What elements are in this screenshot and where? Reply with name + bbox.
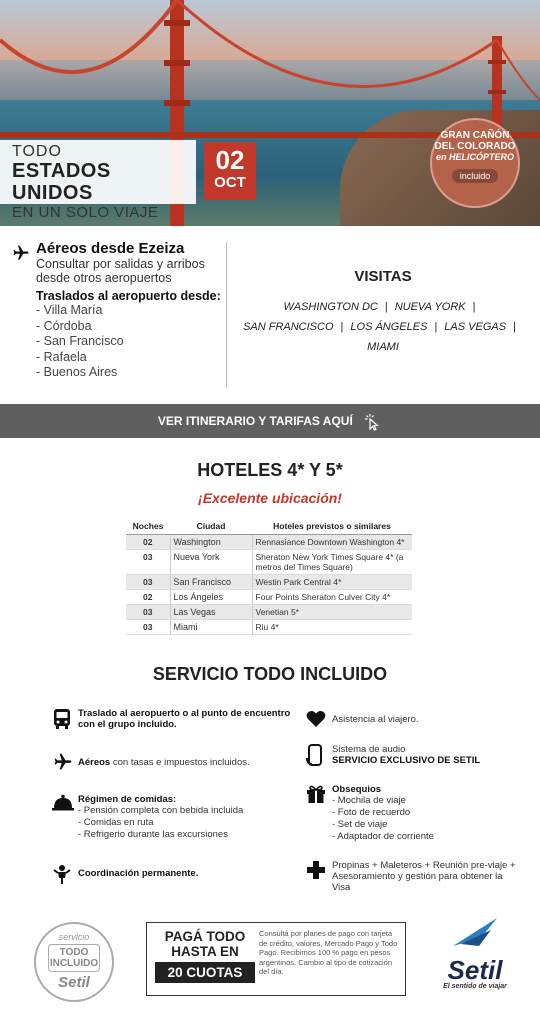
hero-banner — [0, 0, 540, 226]
table-row — [126, 590, 412, 605]
payment-box — [146, 922, 406, 996]
click-cursor-icon — [364, 413, 382, 431]
visit-city: NUEVA YORK — [394, 301, 466, 313]
title-box — [0, 140, 196, 221]
hotel-cell: Sheraton New York Times Square 4* (a metros del Times Square) — [252, 550, 412, 575]
city-cell: Los Ángeles — [170, 590, 252, 605]
list-item: - San Francisco — [36, 334, 124, 348]
visits-section — [236, 268, 530, 357]
service-gifts — [306, 784, 526, 843]
logo-name: Setil — [447, 955, 503, 985]
hotels-subtitle: ¡Excelente ubicación! — [198, 490, 342, 506]
transfers-heading: Traslados al aeropuerto desde: — [36, 289, 221, 303]
hotel-cell: Westin Park Central 4* — [252, 575, 412, 590]
itinerary-link-button[interactable] — [0, 404, 540, 438]
column-header: Ciudad — [170, 518, 252, 535]
badge-line-2: DEL COLORADO — [434, 141, 516, 152]
logo-tagline: El sentido de viajar — [443, 983, 507, 990]
nights-cell: 02 — [126, 535, 170, 550]
column-header: Noches — [126, 518, 170, 535]
nights-cell: 03 — [126, 620, 170, 635]
seal-middle-text: TODO INCLUIDO — [48, 944, 100, 972]
audio-device-icon — [306, 744, 324, 768]
seal-brand-text: Setil — [58, 974, 90, 991]
payment-headline — [155, 929, 255, 983]
list-item: - Pensión completa con bebida incluida — [78, 805, 244, 816]
city-cell: Washington — [170, 535, 252, 550]
payment-installments: 20 CUOTAS — [155, 962, 255, 983]
table-row — [126, 550, 412, 575]
divider — [226, 242, 227, 388]
service-gifts-heading: Obsequios — [332, 784, 382, 795]
table-row — [126, 605, 412, 620]
plus-icon — [306, 860, 326, 880]
visits-city-list: WASHINGTON DC | NUEVA YORK | SAN FRANCISCO | LOS ÁNGELES | LAS VEGAS | MIAMI — [243, 301, 516, 353]
airplane-icon — [52, 752, 74, 772]
airplane-icon — [12, 244, 30, 262]
service-coordination-text: Coordinación permanente. — [78, 868, 199, 879]
service-meals-heading: Régimen de comidas: — [78, 794, 177, 805]
flight-info — [12, 240, 222, 381]
heart-icon — [306, 710, 326, 728]
service-extras-text: Propinas + Maleteros + Reunión pre-viaje + Asesoramiento y gestión para obtener la Visa — [332, 860, 516, 893]
payment-note: Consultá por planes de pago con tarjeta de crédito, valores, Mercado Pago y Todo Pago. Recibimos 100 % pago en pesos argentinos. Cambio al tipo de cotización del día. — [259, 929, 398, 976]
service-coordination — [52, 864, 292, 879]
hotel-cell: Four Points Sheraton Culver City 4* — [252, 590, 412, 605]
list-item: - Set de viaje — [332, 819, 388, 830]
hotels-title: HOTELES 4* Y 5* — [197, 460, 343, 480]
hotel-cell: Riu 4* — [252, 620, 412, 635]
list-item: - Buenos Aires — [36, 365, 118, 379]
badge-included-tag: incluido — [452, 169, 499, 183]
list-item: - Comidas en ruta — [78, 817, 154, 828]
visit-city: MIAMI — [367, 341, 399, 353]
visit-city: LAS VEGAS — [444, 321, 507, 333]
service-title: SERVICIO TODO INCLUIDO — [152, 664, 388, 684]
nights-cell: 03 — [126, 550, 170, 575]
hotel-cell: Rennasiance Downtown Washington 4* — [252, 535, 412, 550]
list-item: - Mochila de viaje — [332, 795, 406, 806]
transfer-city-list — [36, 303, 222, 381]
table-header-row — [126, 518, 412, 535]
service-meals — [52, 794, 292, 841]
nights-cell: 03 — [126, 605, 170, 620]
service-flights-text: con tasas e impuestos incluidos. — [110, 757, 250, 768]
visit-city: SAN FRANCISCO — [243, 321, 334, 333]
service-transfer — [52, 708, 292, 730]
list-item: - Córdoba — [36, 318, 92, 333]
column-header: Hoteles previstos o similares — [252, 518, 412, 535]
table-row — [126, 535, 412, 550]
title-line-3: EN UN SOLO VIAJE — [12, 204, 159, 221]
table-row — [126, 575, 412, 590]
meals-list — [78, 805, 292, 841]
gifts-list — [332, 795, 526, 843]
bus-icon — [52, 708, 72, 730]
flight-subtext: Consultar por salidas y arribos desde otros aeropuertos — [36, 257, 205, 285]
seal-top-text: servicio — [58, 932, 90, 942]
guide-person-icon — [52, 864, 72, 884]
hotel-cell: Venetian 5* — [252, 605, 412, 620]
list-item: - Adaptador de corriente — [332, 831, 434, 842]
list-item: - Foto de recuerdo — [332, 807, 411, 818]
setil-logo — [420, 916, 530, 990]
date-day: 02 — [215, 145, 245, 175]
city-cell: Las Vegas — [170, 605, 252, 620]
flight-heading: Aéreos desde Ezeiza — [36, 240, 185, 257]
nights-cell: 03 — [126, 575, 170, 590]
all-inclusive-seal — [34, 922, 114, 1002]
service-audio-line1: Sistema de audio — [332, 744, 406, 755]
gift-icon — [306, 784, 326, 804]
city-cell: San Francisco — [170, 575, 252, 590]
service-assistance-text: Asistencia al viajero. — [332, 714, 419, 725]
grand-canyon-badge — [430, 118, 520, 208]
date-month: OCT — [214, 174, 246, 191]
service-flights — [52, 752, 292, 768]
hotels-table — [126, 518, 412, 635]
itinerary-link-label: VER ITINERARIO Y TARIFAS AQUÍ — [157, 414, 353, 428]
service-transfer-text: Traslado al aeropuerto o al punto de encuentro con el grupo incluido. — [78, 708, 291, 730]
visit-city: LOS ÁNGELES — [350, 321, 428, 333]
service-audio — [306, 744, 526, 766]
service-assistance — [306, 710, 526, 725]
list-item: - Villa María — [36, 303, 103, 317]
service-audio-line2: SERVICIO EXCLUSIVO DE SETIL — [332, 755, 481, 766]
payment-line1: PAGÁ TODO — [164, 929, 246, 944]
visits-heading: VISITAS — [354, 268, 412, 285]
visit-city: WASHINGTON DC — [283, 301, 378, 313]
nights-cell: 02 — [126, 590, 170, 605]
food-cloche-icon — [52, 794, 74, 812]
title-line-1: TODO — [12, 143, 62, 160]
list-item: - Rafaela — [36, 349, 87, 364]
badge-line-3: en HELICÓPTERO — [435, 152, 514, 162]
service-flights-bold: Aéreos — [78, 757, 111, 768]
badge-line-1: GRAN CAÑÓN — [440, 130, 510, 141]
title-line-2: ESTADOS UNIDOS — [12, 160, 111, 204]
city-cell: Nueva York — [170, 550, 252, 575]
city-cell: Miami — [170, 620, 252, 635]
service-extras — [306, 860, 516, 893]
table-row — [126, 620, 412, 635]
list-item: - Refrigerio durante las excursiones — [78, 829, 228, 840]
departure-date — [204, 142, 256, 200]
payment-line2: HASTA EN — [171, 944, 239, 959]
setil-bird-icon — [451, 916, 499, 952]
